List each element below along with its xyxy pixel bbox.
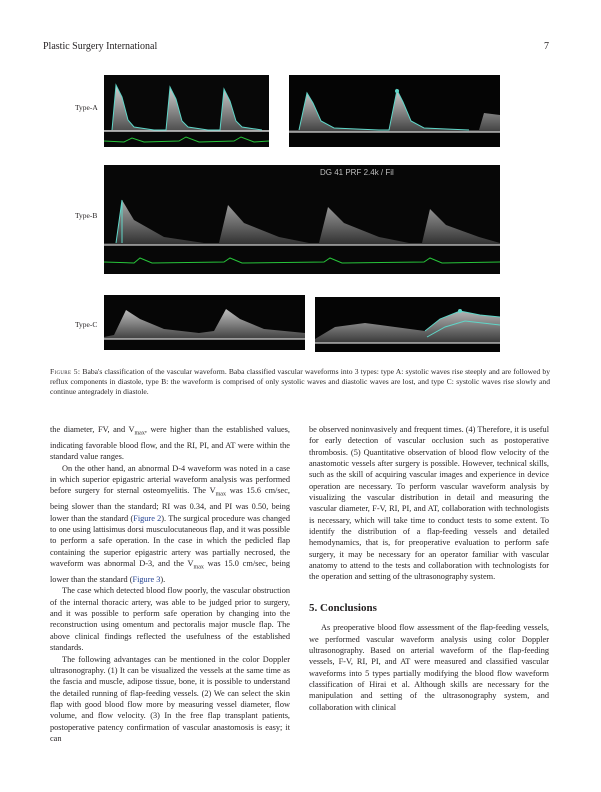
- paragraph-4: The following advantages can be mentioned in the color Doppler ultrasonography. (1) It can be visualized the vessels at the same time as the fascia and muscle, adipose tissue, bone, it is possible to understand the detailed running of flap-feeding vessels. (2) We can select the skin flap with good blood flow more by measuring vessel diameter, flow volume, and flow velocity. (3) In the free flap transplant patients, postoperative patency confirmation of vascular anastomosis is easy; it can: [50, 654, 290, 743]
- paragraph-right-2: As preoperative blood flow assessment of the flap-feeding vessels, we performed vascular waveform analysis using color Doppler ultrasonography. Based on arterial waveform of the flap-feeding vessels, F-V, RI, PI, and AT were measured and classified vascular waveforms into 5 types partially modifying the blood flow waveform classification of Hirai et al. Although skills are necessary for the manipulation and setting of the ultrasonography system, and collaboration with clinical: [309, 623, 549, 712]
- paragraph-1: the diameter, FV, and $V_{max}$, were higher than the established values, indicating favorable blood flow, and the RI, PI, and AT were within the standard value ranges.: [50, 425, 290, 462]
- running-header-journal: Plastic Surgery International: [43, 41, 158, 52]
- section-title-conclusions: 5. Conclusions: [309, 601, 377, 614]
- figure-2-link[interactable]: Figure 2: [133, 513, 162, 523]
- doppler-image-type-c-right: [315, 297, 500, 352]
- overlay-text: DG 41 PRF 2.4k / Fil: [320, 168, 394, 177]
- doppler-image-type-c-left: [104, 295, 305, 350]
- paragraph-3: The case which detected blood flow poorly, the vascular obstruction of the internal thoracic artery, was able to be judged prior to surgery, and it was possible to perform safe operation by changing into the reconstruction using omentum and pectoralis major muscle flap. The above clinical findings reflected the usefulness of the established standards.: [50, 586, 290, 653]
- doppler-image-type-b: [104, 165, 500, 274]
- caption-text: Baba's classification of the vascular waveform. Baba classified vascular waveforms into 3 types: type A: systolic waves rise steeply and are followed by reflux components in diastole, type B: the waveform is comprised of only systolic waves and diastolic waves are lost, and type C: systolic waves rise slowly and continue antegradely in diastole.: [50, 367, 550, 397]
- caption-label: Figure 5:: [50, 367, 81, 376]
- left-column: [50, 424, 290, 744]
- paragraph-right-1: be observed noninvasively and frequent times. (4) Therefore, it is useful for early detection of vascular occlusion such as postoperative thrombosis. (5) Quantitative observation of blood flow velocity of the anastomotic vessels after surgery is possible. However, technical skills, such as the skill of acquiring vascular images and experience in device operation are necessary. To perform vascular waveform analysis by visualizing the vascular distribution in detail and measuring the vascular diameter, F-V, RI, PI, and AT, collaboration with technologists is necessary, which will take time to conduct tests to some extent. To identify the distribution of a flap-feeding vessels and detailed hemodynamics, that is, for preoperative evaluation to perform safe surgery, it may be necessary for an operator familiar with vascular anatomy to attend to the tests and collaboration with technologists for the operation and setting of the ultrasonography system.: [309, 425, 549, 582]
- figure-3-link[interactable]: Figure 3: [132, 575, 161, 585]
- figure-caption: [50, 367, 550, 398]
- doppler-image-type-a-left: [104, 75, 269, 147]
- right-column: [309, 424, 549, 713]
- doppler-image-type-a-right: [289, 75, 500, 147]
- paragraph-2: On the other hand, an abnormal D-4 waveform was noted in a case in which superior epigastric arterial waveform analysis was performed before surgery for sternal osteomyelitis. The $V_{max}$ was 15.6 cm/sec, being slower than the standard; RI was 0.34, and PI was 0.50, being lower than the standard (Figure 2). The surgical procedure was changed to one using lattisimus dorsi musculocutaneous flap, and it was possible to perform a safe operation. In the case in which the pedicled flap containing the superior epigastric artery was partially necrosed, the waveform was abnormal D-3, and the $V_{max}$ was 15.0 cm/sec, being lower than the standard (Figure 3).: [50, 463, 291, 585]
- figure-label-type-b: Type-B: [75, 211, 98, 220]
- page-number: 7: [544, 41, 549, 52]
- figure-label-type-c: Type-C: [75, 320, 98, 329]
- figure-label-type-a: Type-A: [75, 103, 98, 112]
